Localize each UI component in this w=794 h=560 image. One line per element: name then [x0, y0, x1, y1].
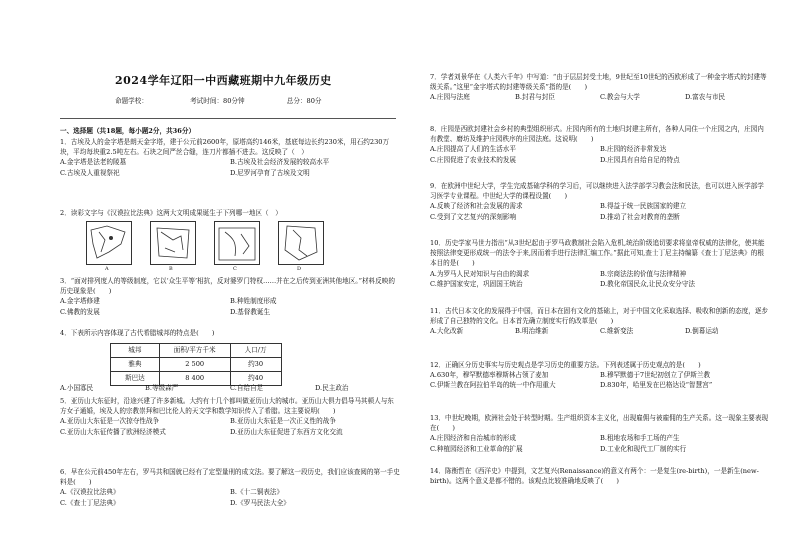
option-c: C.伊斯兰教在阿拉伯半岛的统一中作用重大 [430, 381, 556, 390]
option-c: C.维新变法 [600, 327, 634, 336]
option-b: B.宗商法法的价值与法律精神 [600, 269, 687, 278]
page-title: 2024学年辽阳一中西藏班期中九年级历史 [115, 74, 332, 87]
option-c: C.自给自足 [230, 384, 264, 392]
option-d: D.尼罗河孕育了古埃及文明 [230, 168, 310, 177]
option-d: D.830年，哈里发在巴格达设“智慧宫” [600, 381, 713, 390]
question-3 [60, 276, 400, 317]
options [430, 92, 770, 102]
option-c: C.《查士丁尼法典》 [60, 498, 120, 507]
option-b: B.古埃及社会经济发展的较高水平 [230, 158, 330, 167]
table-cell: 约40 [230, 372, 281, 386]
options [430, 326, 770, 336]
option-b: B.穆罕默德于7世纪初创立了伊斯兰教 [600, 371, 711, 380]
question-stem: 7．学者刘景华在《人类六千年》中写道：“由于层层封受土地，9世纪至10世纪的西欧形成了一种金字塔式的封建等级关系。”这里“金字塔式的封建等级关系”指的是( ) [430, 73, 767, 92]
question-1 [60, 137, 400, 178]
option-a: A.庄园提高了人们的生活水平 [430, 145, 516, 154]
option-a: A.大化改新 [430, 327, 464, 336]
option-c: C.维护国家安定，巩固国王统治 [430, 279, 523, 288]
question-9 [430, 181, 770, 222]
question-stem: 4．下表所示内容体现了古代希腊城邦的特点是( ) [60, 329, 215, 337]
table-cell: 约30 [230, 358, 281, 372]
option-a: A.小国寡民 [60, 384, 94, 392]
question-stem: 6．早在公元前450年左右，罗马共和国就已经有了定型量刑的成文法。要了解这一段历史，我们应该查阅的第一手史料是( ) [60, 468, 400, 487]
option-d: D.富农与市民 [685, 93, 726, 102]
question-stem: 5．亚历山大东征时，沿途兴建了许多新城。大约有十几个都叫做亚历山大的城市。亚历山大俱力倡导马其顿人与东方女子通婚，埃及人的宗教崇拜和巴比伦人的天文学和数学知识传入了希腊。这主要说明( ) [60, 397, 394, 416]
question-2 [60, 208, 400, 218]
option-a: A.金字塔修建 [60, 297, 100, 306]
exam-meta [115, 96, 348, 106]
header-cell: 面积/平方千米 [159, 344, 230, 358]
option-d: D.推动了社会对教育的垄断 [600, 212, 680, 221]
divider [60, 118, 396, 119]
options [60, 157, 400, 177]
option-d: D.教化帝国民众,让民众安分守法 [600, 279, 695, 288]
option-c: C.庄园促进了农业技术的发展 [430, 155, 517, 164]
question-7 [430, 72, 770, 103]
option-c: C.古埃及人重视祭祀 [60, 168, 120, 177]
option-a: A.金字塔是法老的陵墓 [60, 158, 127, 167]
question-stem: 13．中世纪晚期，欧洲社会处于转型时期。生产组织资本主义化，出现雇佣与被雇佣的生产关系。这一现象主要表现在( ) [430, 414, 769, 433]
options [430, 269, 770, 289]
option-b: B.封君与封臣 [515, 93, 555, 102]
options [60, 383, 400, 393]
question-12 [430, 360, 770, 391]
map-label: D [297, 265, 302, 272]
city-state-table [110, 343, 282, 386]
option-c: C.佛教的发展 [60, 307, 100, 316]
header-cell: 城邦 [111, 344, 160, 358]
option-c: C.亚历山大东征传播了欧洲经济模式 [60, 427, 166, 436]
option-d: D.《罗马民法大全》 [230, 498, 290, 507]
question-4 [60, 328, 400, 338]
map-a-image [87, 222, 131, 264]
option-a: A.庄园与法庭 [430, 93, 470, 102]
option-d: D.基督教诞生 [230, 307, 271, 316]
options [60, 416, 400, 436]
question-stem: 12．正确区分历史事实与历史观点是学习历史的重要方法。下列表述属于历史观点的是( ) [430, 361, 701, 369]
question-stem: 14．陈衡哲在《西洋史》中提到，文艺复兴(Renaissance)的意义有两个：一是复生(re-birth)，一是新生(new-birth)。这两个意义是都不错的。该观点比较准确地反映了( ) [430, 467, 759, 486]
table-cell: 2 500 [159, 358, 230, 372]
question-11 [430, 306, 770, 337]
map-label: C [233, 265, 237, 272]
option-d: D.民主政治 [315, 384, 349, 392]
question-8 [430, 124, 770, 165]
question-4-options [60, 383, 400, 393]
section-heading: 一、选择题（共18题，每小题2分，共36分） [60, 127, 196, 135]
option-b: B.得益于统一民族国家的建立 [600, 202, 687, 211]
options [60, 296, 400, 316]
option-b: B.等级森严 [145, 384, 179, 392]
table-cell: 8 400 [159, 372, 230, 386]
option-b: B.《十二铜表法》 [230, 488, 284, 497]
question-13 [430, 413, 770, 454]
question-stem: 10．历史学家马世力指出“从3世纪起由于罗马政教制社会陷入危机,统治阶级追切要求将皇帝权威的法律化，使其能按照法律变更形成统一的法令于来,因而着手进行法律汇编工作。”据此可知,查士丁尼主持编纂《查士丁尼法典》的根本目的是( ) [430, 239, 765, 268]
map-d-image [279, 222, 323, 264]
question-stem: 8．庄园是西欧封建社会乡村的典型组织形式。庄园内所有的土地归封建主所有，各种人同住一个庄园之内，庄园内有教堂、磨坊及维护庄园秩序的庄园法庭。这说明( ) [430, 125, 764, 144]
options [60, 487, 400, 507]
meta-time: 考试时间：80分钟 [190, 97, 245, 105]
option-a: A.630年，穆罕默德率穆斯林占领了麦加 [430, 371, 549, 380]
option-d: D.亚历山大东征促进了东西方文化交流 [230, 427, 343, 436]
option-a: A.《汉谟拉比法典》 [60, 488, 120, 497]
question-6 [60, 467, 400, 508]
question-14 [430, 466, 770, 486]
map-a [86, 221, 132, 272]
map-c-image [215, 222, 259, 264]
options [430, 433, 770, 453]
map-d [278, 221, 324, 272]
question-stem: 1．古埃及人的金字塔是朗天金字塔，建于公元前2600年，原塔高约146米，基底每边长约230米，用石约230万块，平均每块重2.5吨左右。石块之间严丝合缝，连刀片都插不进去。这反映了（ ） [60, 138, 390, 157]
option-b: B.庄园的经济非常发达 [600, 145, 667, 154]
map-b-image [151, 222, 195, 264]
meta-score: 总分：80分 [286, 97, 322, 105]
question-stem: 2．读彩文字与《汉谟拉比法典》这两大文明成果诞生于下列哪一地区（ ） [60, 209, 282, 217]
map-c [214, 221, 260, 272]
options [430, 370, 770, 390]
option-b: B.亚历山大东征是一次正义性的战争 [230, 417, 336, 426]
question-10 [430, 238, 770, 289]
option-d: D.工业化和现代工厂制的实行 [600, 444, 687, 453]
option-c: C.教会与大学 [600, 93, 640, 102]
question-stem: 9．在欧洲中世纪大学，学生完成基础学科的学习后，可以继续进入法学部学习教会法和民法，也可以进入医学部学习医学专业课程。中世纪大学的课程设置( ) [430, 182, 764, 201]
options [430, 144, 770, 164]
option-c: C.受到了文艺复兴的深刻影响 [430, 212, 517, 221]
option-b: B.种姓制度形成 [230, 297, 277, 306]
map-label: B [169, 265, 173, 272]
option-a: A.亚历山大东征是一次掠夺性战争 [60, 417, 160, 426]
option-a: A.为罗马人民对知识与自由的渴求 [430, 269, 530, 278]
options [430, 201, 770, 221]
map-b [150, 221, 196, 272]
option-b: B.明治维新 [515, 327, 549, 336]
option-d: D.倒幕运动 [685, 327, 719, 336]
option-a: A.庄园经济和自治城市的形成 [430, 434, 516, 443]
meta-setter: 命题学校： [115, 97, 148, 105]
table-row [111, 358, 282, 372]
question-5 [60, 396, 400, 437]
option-d: D.庄园具有自给自足的特点 [600, 155, 680, 164]
header-cell: 人口/万 [230, 344, 281, 358]
question-stem: 3．“面对排列度人的等级制度，它以‘众生平等’相抗，反对婆罗门特权……并在之后传到亚洲其他地区。”材料反映的历史现象是( ) [60, 277, 395, 296]
map-options [86, 221, 342, 272]
option-b: B.租地农场和手工场的产生 [600, 434, 680, 443]
table-cell: 雅典 [111, 358, 160, 372]
option-c: C.种植园经济和工业革命的扩展 [430, 444, 523, 453]
table-header [111, 344, 282, 358]
map-label: A [105, 265, 109, 272]
option-a: A.反映了经济和社会发展的需求 [430, 202, 523, 211]
question-stem: 11．古代日本文化的发展得于中国，而日本在固有文化的基础上，对于中国文化采取选择、吸收和创新的态度，逐步形成了自己独特的文化。日本首先确立制度实行的改革是( ) [430, 307, 769, 326]
table-cell: 斯巴达 [111, 372, 160, 386]
